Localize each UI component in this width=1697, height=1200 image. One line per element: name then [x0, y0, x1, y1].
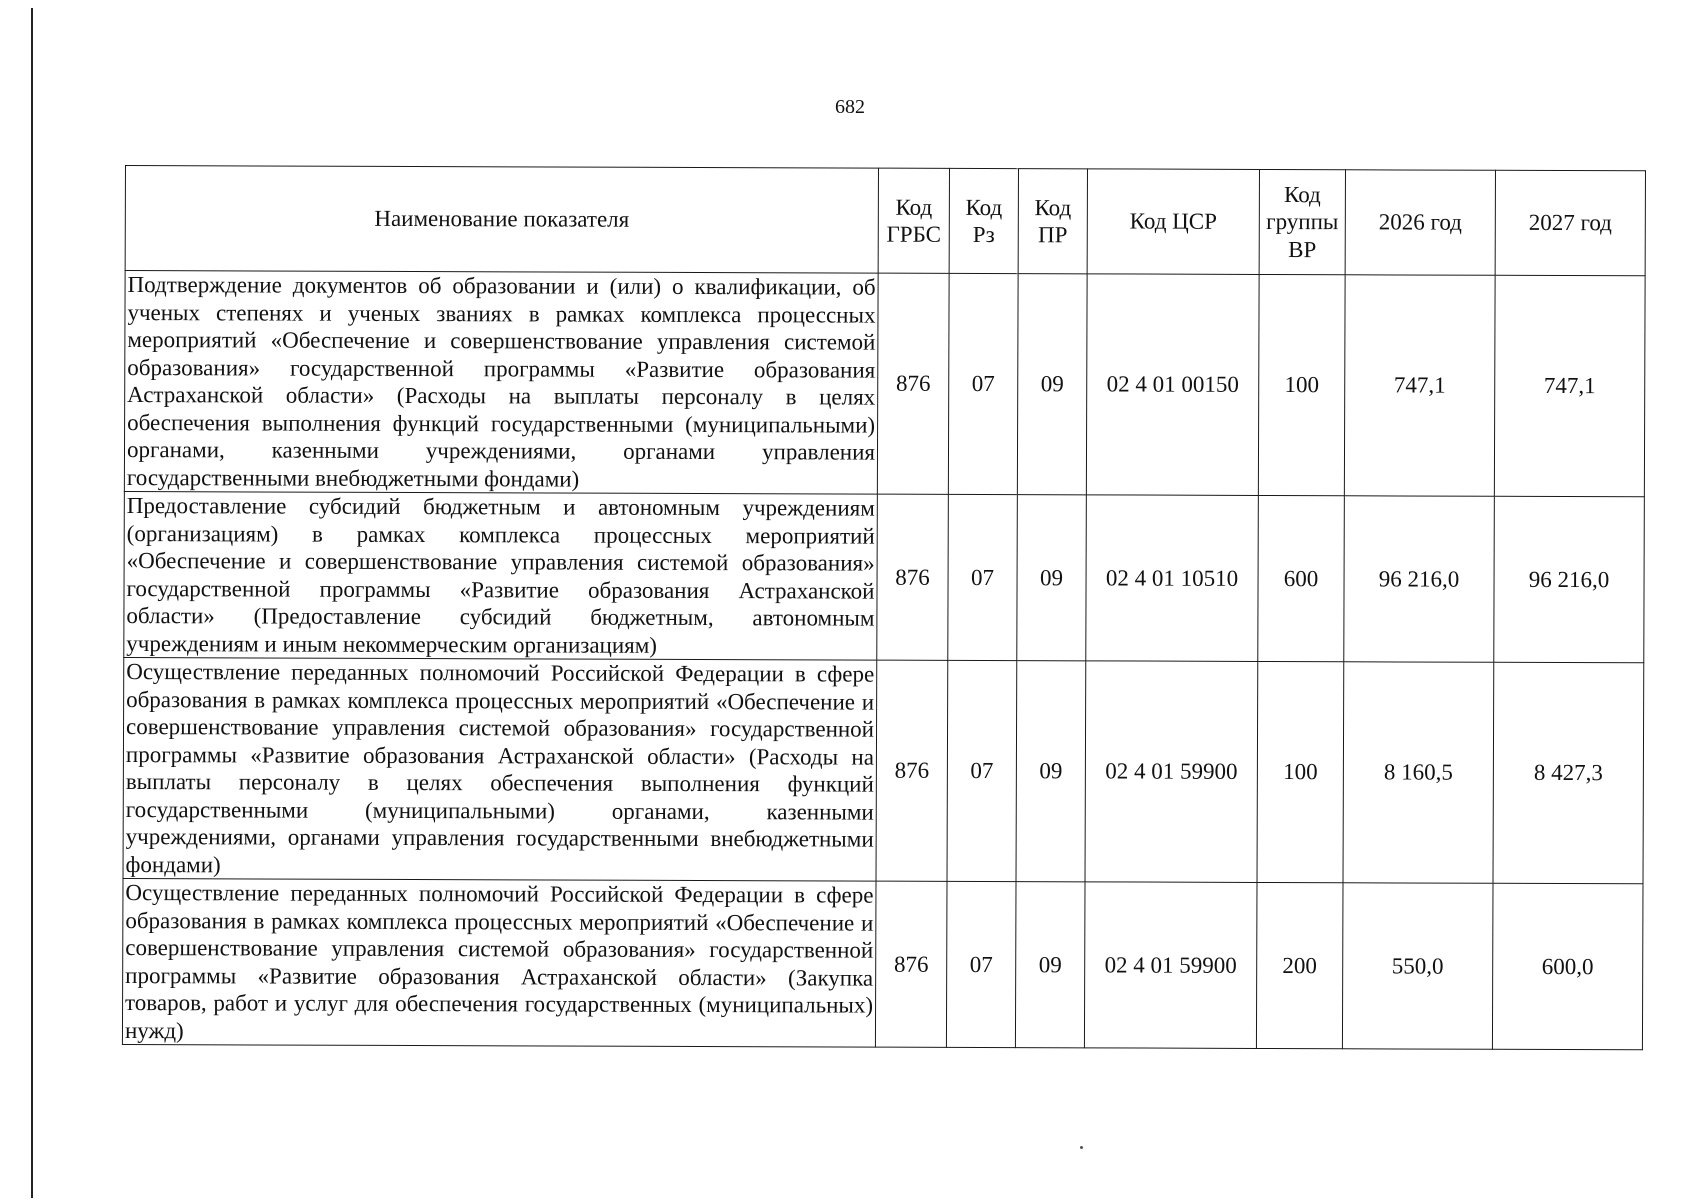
table-row [123, 657, 1644, 883]
row-rz: 07 [948, 273, 1018, 494]
row-csr: 02 4 01 59900 [1084, 882, 1257, 1049]
header-name: Наименование показателя [125, 166, 878, 274]
row-2026: 96 216,0 [1344, 496, 1495, 663]
header-rz: Код Рз [949, 168, 1018, 273]
row-rz: 07 [948, 494, 1018, 660]
row-2027: 600,0 [1492, 883, 1643, 1050]
row-name: Осуществление переданных полномочий Российской Федерации в сфере образования в рамках комплекса процессных мероприятий «Обеспечение и совершенствование управления системой образования» государственной программы «Развитие образования Астраханской области» (Расходы на выплаты персоналу в целях обеспечения выполнения функций государственными (муниципальными) органами, казенными учреждениями, органами управления государственными внебюджетными фондами) [123, 657, 877, 881]
row-vr: 200 [1256, 882, 1343, 1048]
header-year-2027: 2027 год [1495, 170, 1645, 276]
row-pr: 09 [1015, 882, 1085, 1048]
row-csr: 02 4 01 00150 [1086, 274, 1259, 496]
row-grbs: 876 [877, 494, 949, 660]
row-grbs: 876 [877, 273, 949, 494]
row-2026: 550,0 [1342, 883, 1493, 1050]
row-pr: 09 [1017, 495, 1087, 661]
row-grbs: 876 [875, 881, 947, 1047]
row-csr: 02 4 01 10510 [1086, 495, 1259, 662]
header-vr: Код группы ВР [1259, 169, 1345, 274]
row-name: Подтверждение документов об образовании и (или) о квалификации, об ученых степенях и ученых званиях в рамках комплекса процессных мероприятий «Обеспечение и совершенствование управления системой образования» государственной программы «Развитие образования Астраханской области» (Расходы на выплаты персоналу в целях обеспечения выполнения функций государственными (муниципальными) органами, казенными учреждениями, органами управления государственными внебюджетными фондами) [124, 271, 878, 495]
row-pr: 09 [1016, 661, 1086, 882]
row-grbs: 876 [876, 660, 948, 881]
binding-margin-line [31, 8, 33, 1198]
page-number: 682 [835, 96, 865, 118]
row-vr: 600 [1258, 495, 1345, 661]
row-2027: 96 216,0 [1494, 496, 1645, 663]
table-row [124, 491, 1645, 662]
table-row [124, 271, 1645, 497]
row-rz: 07 [946, 881, 1016, 1047]
row-2026: 747,1 [1344, 275, 1495, 497]
row-name: Осуществление переданных полномочий Российской Федерации в сфере образования в рамках комплекса процессных мероприятий «Обеспечение и совершенствование управления системой образования» государственной программы «Развитие образования Астраханской области» (Закупка товаров, работ и услуг для обеспечения государственных (муниципальных) нужд) [122, 878, 876, 1047]
table-header-row [125, 166, 1645, 276]
header-grbs: Код ГРБС [878, 168, 949, 273]
row-vr: 100 [1257, 661, 1344, 882]
budget-table [122, 165, 1646, 1050]
scan-speck [1080, 1146, 1083, 1149]
row-pr: 09 [1017, 274, 1087, 495]
row-2026: 8 160,5 [1343, 662, 1494, 884]
row-rz: 07 [947, 660, 1017, 881]
row-2027: 8 427,3 [1493, 662, 1644, 884]
row-csr: 02 4 01 59900 [1085, 661, 1258, 883]
header-year-2026: 2026 год [1345, 170, 1495, 276]
header-csr: Код ЦСР [1087, 169, 1259, 275]
table-row [122, 878, 1643, 1049]
row-name: Предоставление субсидий бюджетным и автономным учреждениям (организациям) в рамках комплекса процессных мероприятий «Обеспечение и совершенствование управления системой образования» государственной программы «Развитие образования Астраханской области» (Предоставление субсидий бюджетным, автономным учреждениям и иным некоммерческим организациям) [124, 491, 878, 660]
row-2027: 747,1 [1494, 275, 1645, 497]
row-vr: 100 [1258, 274, 1345, 495]
header-pr: Код ПР [1018, 169, 1087, 274]
